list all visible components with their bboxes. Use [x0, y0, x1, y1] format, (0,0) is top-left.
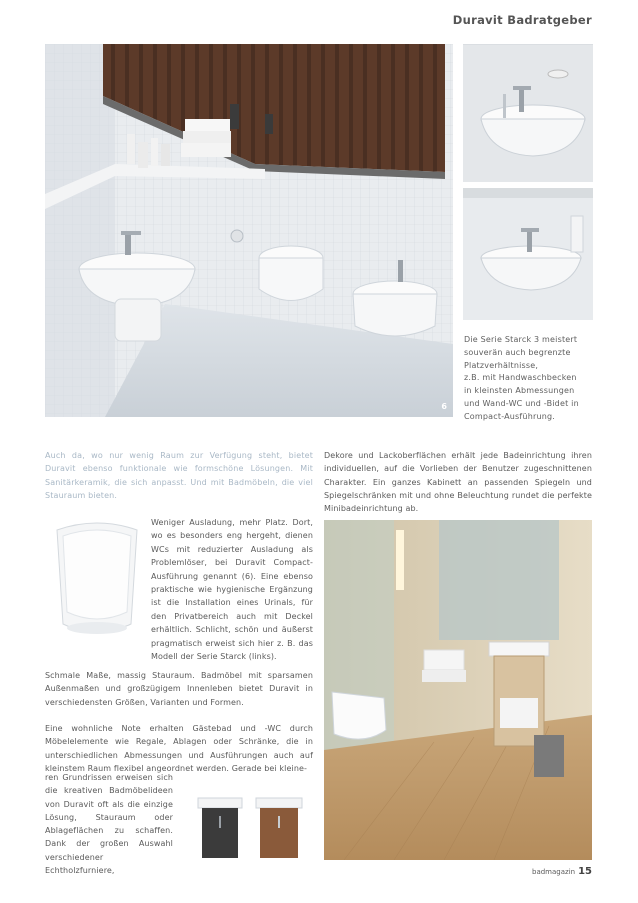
wohnlich-paragraph-continued: ren Grundrissen erweisen sich die kreativen Badmöbelideen von Duravit oft als die einzige Lösung, Stauraum oder Ablageflächen zu schaffen. Dank der großen Auswahl verschiedener Echtholzfurniere, — [45, 773, 173, 876]
side-photo-caption — [464, 334, 594, 424]
wc-paragraph: Weniger Ausladung, mehr Platz. Dort, wo es besonders eng hergeht, dienen WCs mit reduzierter Ausladung als Problemlöser, bei Duravit Compact-Ausführung genannt (6). Eine ebenso praktische wie hygienische Ergänzung ist die Installation eines Urinals, für den Privatbereich auch mit Deckel erhältlich. Schlicht, schön und äußerst pragmatisch erweist sich hier z. B. das Modell der Serie Starck (links). — [151, 518, 313, 662]
main-bathroom-photo — [45, 44, 453, 417]
intro-paragraph: Auch da, wo nur wenig Raum zur Verfügung steht, bietet Duravit ebenso funktionale wie formschöne Lösungen. Mit Sanitärkeramik, die sich anpasst. Und mit Badmöbeln, die viel Stauraum bieten. — [45, 451, 313, 501]
caption-line: Platzverhältnisse, — [464, 360, 539, 370]
page-number: 15 — [578, 866, 592, 877]
wohnlich-paragraph: Eine wohnliche Note erhalten Gästebad und -WC durch Möbelelemente wie Regale, Ablagen oder Schränke, die in unterschiedlichen Abmessungen und Ausführungen auch auf kleinstem Raum flexibel angeordnet werden. Gerade bei kleine- — [45, 724, 313, 773]
side-photo-basin-bottom — [463, 188, 593, 320]
guest-bathroom-photo — [324, 520, 592, 860]
header-title: Duravit Badratgeber — [452, 13, 592, 27]
caption-line: in kleinsten Abmessungen — [464, 386, 575, 396]
photo-number: 6 — [441, 402, 447, 411]
caption-line: und Wand-WC und -Bidet in — [464, 398, 579, 408]
caption-line: z.B. mit Handwaschbecken — [464, 373, 577, 383]
vanity-cabinets-photo — [194, 792, 306, 862]
urinal-photo — [47, 516, 147, 644]
page-footer — [532, 866, 592, 877]
schmale-paragraph: Schmale Maße, massig Stauraum. Badmöbel mit sparsamen Außenmaßen und großzügigem Innenleben bietet Duravit in verschiedensten Größen, Varianten und Formen. — [45, 671, 313, 707]
caption-line: Compact-Ausführung. — [464, 411, 556, 421]
caption-line: Die Serie Starck 3 meistert — [464, 335, 578, 344]
caption-line: souverän auch begrenzte — [464, 347, 571, 357]
side-photo-basin-top — [463, 44, 593, 182]
right-column-paragraph: Dekore und Lackoberflächen erhält jede Badeinrichtung ihren individuellen, auf die Vorlieben der Benutzer zugeschnittenen Charakter. Ein ganzes Kabinett an passenden Spiegeln und Spiegelschränken mit und ohne Beleuchtung rundet die perfekte Minibadeinrichtung ab. — [324, 451, 592, 514]
magazine-name: badmagazin — [532, 868, 576, 876]
